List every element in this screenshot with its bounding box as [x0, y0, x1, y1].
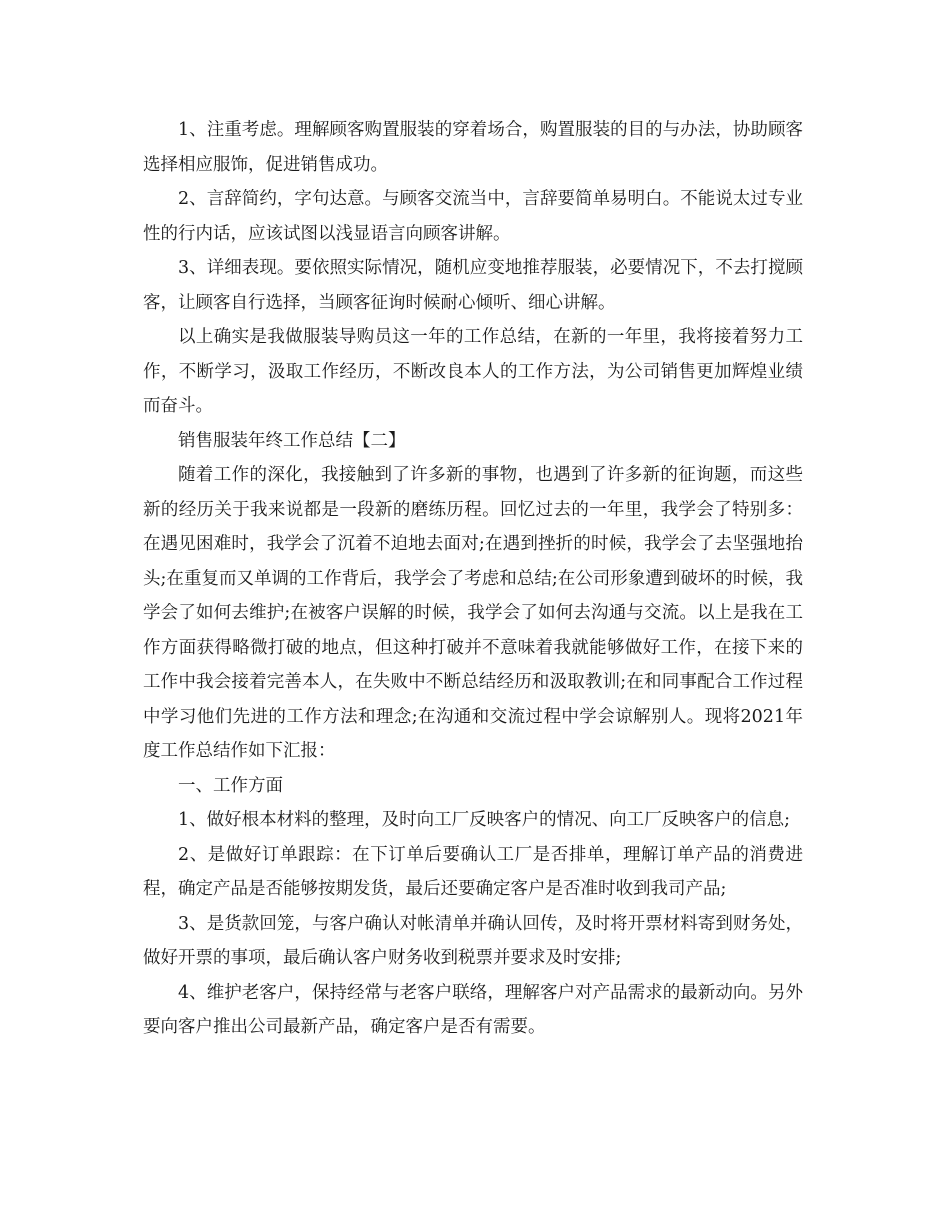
paragraph-work-4: 4、维护老客户，保持经常与老客户联络，理解客户对产品需求的最新动向。另外要向客户推出公司最新产品，确定客户是否有需要。: [143, 982, 803, 1037]
paragraph-work-3: 3、是货款回笼，与客户确认对帐清单并确认回传，及时将开票材料寄到财务处，做好开票的事项，最后确认客户财务收到税票并要求及时安排;: [143, 913, 803, 968]
section-heading-two: 销售服装年终工作总结【二】: [178, 430, 406, 451]
document-body: [143, 113, 803, 1045]
section-heading-work: 一、工作方面: [178, 775, 283, 796]
paragraph-work-2: 2、是做好订单跟踪：在下订单后要确认工厂是否排单，理解订单产品的消费进程，确定产品是否能够按期发货，最后还要确定客户是否准时收到我司产品;: [143, 844, 803, 899]
paragraph-item-2: 2、言辞简约，字句达意。与顾客交流当中，言辞要简单易明白。不能说太过专业性的行内话，应该试图以浅显语言向顾客讲解。: [143, 189, 803, 244]
paragraph-conclusion: 以上确实是我做服装导购员这一年的工作总结，在新的一年里，我将接着努力工作，不断学习，汲取工作经历，不断改良本人的工作方法，为公司销售更加辉煌业绩而奋斗。: [143, 327, 803, 416]
paragraph-work-1: 1、做好根本材料的整理，及时向工厂反映客户的情况、向工厂反映客户的信息;: [178, 810, 791, 830]
paragraph-item-3: 3、详细表现。要依照实际情况，随机应变地推荐服装，必要情况下，不去打搅顾客，让顾客自行选择，当顾客征询时候耐心倾听、细心讲解。: [143, 258, 803, 313]
paragraph-item-1: 1、注重考虑。理解顾客购置服装的穿着场合，购置服装的目的与办法，协助顾客选择相应服饰，促进销售成功。: [143, 120, 803, 175]
paragraph-intro: 随着工作的深化，我接触到了许多新的事物，也遇到了许多新的征询题，而这些新的经历关于我来说都是一段新的磨练历程。回忆过去的一年里，我学会了特别多：在遇见困难时，我学会了沉着不迫地去面对;在遇到挫折的时候，我学会了去坚强地抬头;在重复而又单调的工作背后，我学会了考虑和总结;在公司形象遭到破坏的时候，我学会了如何去维护;在被客户误解的时候，我学会了如何去沟通与交流。以上是我在工作方面获得略微打破的地点，但这种打破并不意味着我就能够做好工作，在接下来的工作中我会接着完善本人，在失败中不断总结经历和汲取教训;在和同事配合工作过程中学习他们先进的工作方法和理念;在沟通和交流过程中学会谅解别人。现将2021年度工作总结作如下汇报：: [143, 465, 803, 761]
